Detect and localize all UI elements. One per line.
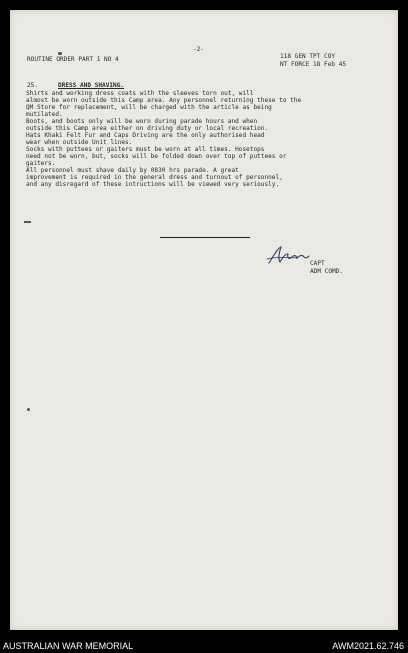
section-heading: DRESS AND SHAVING. (58, 82, 125, 89)
institution-name: AUSTRALIAN WAR MEMORIAL (3, 641, 134, 651)
body-line: and any disregard of these intructions will be viewed very seriously. (26, 181, 280, 188)
document-page (10, 10, 398, 630)
unit-date: NT FORCE 18 Feb 45 (280, 61, 347, 68)
unit-header (280, 53, 346, 69)
divider-line (160, 237, 250, 238)
body-line: Shirts and working dress coats with the sleeves torn out, will (26, 90, 254, 97)
body-line: mutilated. (26, 111, 63, 118)
signature-block (310, 260, 343, 276)
section-number: 25. (27, 82, 39, 89)
signatory-rank: CAPT (310, 260, 325, 267)
page-number: -2- (193, 46, 205, 53)
ink-mark (27, 408, 30, 411)
body-line: outside this Camp area either on driving duty or local recreation. (26, 125, 269, 132)
body-line: Socks with puttees or gaiters must be worn at all times. Hosetops (26, 146, 265, 153)
body-line: Hats Khaki Felt Fur and Caps Driving are the only authorised head (26, 132, 265, 139)
body-line: Boots, and boots only will be worn during parade hours and when (26, 118, 258, 125)
footer-bar (0, 640, 408, 653)
body-line: improvement is required in the general dress and turnout of personnel, (26, 174, 283, 181)
body-line: QM Store for replacement, will be charged with the article as being (26, 104, 272, 111)
body-line: gaiters. (26, 160, 56, 167)
handwritten-signature (266, 245, 310, 267)
ink-mark (58, 52, 62, 55)
body-line: almost be worn outside this Camp area. Any personnel returning these to the (26, 97, 302, 104)
order-title: ROUTINE ORDER PART 1 NO 4 (27, 56, 119, 63)
ink-mark (24, 221, 31, 223)
body-line: wear when outside Unit lines. (26, 139, 133, 146)
body-line: need not be worn, but, socks will be folded down over top of puttees or (26, 153, 287, 160)
signatory-title: ADM COMD. (310, 268, 344, 275)
body-line: All personnel must shave daily by 0830 hrs parade. A great (26, 167, 239, 174)
unit-name: 118 GEN TPT COY (280, 53, 336, 60)
order-body (26, 90, 301, 188)
accession-number: AWM2021.62.746 (332, 641, 404, 651)
